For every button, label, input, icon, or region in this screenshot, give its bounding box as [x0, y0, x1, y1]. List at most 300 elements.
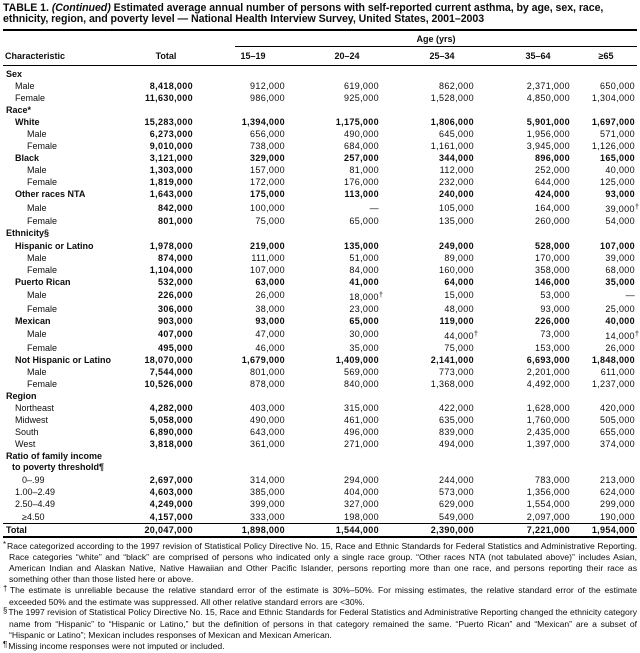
cell-age-20-24: 41,000 — [349, 276, 379, 287]
cell-age-20-24: 176,000 — [344, 177, 379, 188]
cell-age-20-24: 1,175,000 — [335, 117, 379, 128]
cell-age-35-64: 2,201,000 — [526, 366, 570, 377]
cell-age-20-24: 257,000 — [344, 153, 379, 164]
cell-age-35-64: 53,000 — [540, 290, 570, 301]
column-header-row — [3, 47, 637, 66]
cell-age-20-24: 1,409,000 — [335, 354, 379, 365]
row-label: Total — [3, 523, 133, 537]
cell-age-15-19: 490,000 — [250, 415, 285, 426]
cell-age-20-24: 18,000† — [349, 289, 383, 302]
cell-age-20-24: 569,000 — [344, 366, 379, 377]
table-body — [3, 65, 640, 536]
table-row — [3, 200, 637, 215]
footnote-marker: ¶ — [3, 639, 8, 649]
cell-total: 306,000 — [158, 303, 193, 314]
dagger-footnote-marker: † — [473, 328, 478, 338]
cell-age-35-64: 146,000 — [535, 276, 570, 287]
table-row — [3, 303, 637, 315]
cell-age-15-19 — [195, 104, 287, 116]
col-header-age-20-24: 20–24 — [287, 47, 381, 66]
cell-age-25-34: 573,000 — [439, 487, 474, 498]
col-header-age-15-19: 15–19 — [195, 47, 287, 66]
table-row — [3, 128, 637, 140]
table-row — [3, 354, 637, 366]
cell-age-25-34: 232,000 — [439, 177, 474, 188]
table-row — [3, 378, 637, 390]
footnote-text: The 1997 revision of Statistical Policy Directive No. 15, Race and Ethnic Standards for Federal Statistics and Administrative Reporting changed the ethnicity category name from “Hispanic” to “Hispanic or Latino,” but the definition of persons in that category remained the same. “Puerto Rican” and “Mexican” are a subset of “Hispanic or Latino”; Mexican includes responses of Mexican and Mexican American. — [8, 607, 637, 640]
cell-age-35-64 — [476, 65, 572, 80]
cell-age-20-24: 294,000 — [344, 475, 379, 486]
cell-age-25-34 — [381, 65, 476, 80]
cell-age-25-34: 1,161,000 — [430, 141, 474, 152]
cell-age-65-plus: 165,000 — [600, 153, 636, 164]
cell-age-25-34: 44,000† — [444, 328, 478, 341]
table-row — [3, 498, 637, 510]
cell-age-65-plus: 125,000 — [600, 177, 636, 188]
table-row — [3, 116, 637, 128]
table-row — [3, 402, 637, 414]
cell-age-35-64: 896,000 — [535, 153, 570, 164]
cell-age-65-plus: 655,000 — [600, 427, 636, 438]
cell-age-25-34: 160,000 — [439, 264, 474, 275]
cell-age-35-64: 170,000 — [535, 252, 570, 263]
cell-age-65-plus: 190,000 — [600, 511, 636, 522]
cell-age-65-plus: 93,000 — [605, 189, 636, 200]
cell-age-15-19: 1,679,000 — [241, 354, 285, 365]
row-label: Puerto Rican — [15, 276, 71, 287]
cell-age-15-19: 643,000 — [250, 427, 285, 438]
cell-age-15-19: 385,000 — [250, 487, 285, 498]
cell-age-65-plus: 374,000 — [600, 439, 636, 450]
cell-age-20-24 — [287, 65, 381, 80]
col-header-age-35-64: 35–64 — [476, 47, 572, 66]
cell-age-15-19: 656,000 — [250, 129, 285, 140]
row-label: Midwest — [15, 415, 49, 426]
cell-age-65-plus: 1,848,000 — [591, 354, 636, 365]
table-row — [3, 315, 637, 327]
cell-age-65-plus — [572, 450, 637, 474]
cell-age-20-24: 65,000 — [349, 315, 379, 326]
cell-age-20-24 — [287, 390, 381, 402]
cell-age-20-24: 1,544,000 — [287, 523, 381, 537]
footnote — [3, 607, 637, 640]
row-label: Male — [27, 252, 47, 263]
cell-age-35-64: 1,356,000 — [526, 487, 570, 498]
cell-age-35-64: 1,956,000 — [526, 129, 570, 140]
cell-age-35-64: 2,371,000 — [526, 80, 570, 91]
cell-total: 9,010,000 — [149, 141, 193, 152]
data-table — [3, 31, 640, 538]
cell-age-20-24: 404,000 — [344, 487, 379, 498]
table-row — [3, 288, 637, 303]
cell-age-20-24: 35,000 — [349, 342, 379, 353]
cell-age-35-64 — [476, 104, 572, 116]
cell-age-25-34 — [381, 450, 476, 474]
row-label: Female — [27, 342, 58, 353]
cell-age-65-plus: 39,000† — [605, 202, 640, 215]
cell-age-25-34: 773,000 — [439, 366, 474, 377]
table-row — [3, 276, 637, 288]
cell-age-15-19: 157,000 — [250, 165, 285, 176]
cell-total: 532,000 — [158, 276, 193, 287]
table-title — [3, 3, 637, 26]
age-group-label: Age (yrs) — [235, 31, 637, 47]
row-label: Ethnicity§ — [6, 228, 50, 239]
cell-age-25-34: 1,368,000 — [430, 379, 474, 390]
cell-age-15-19 — [195, 227, 287, 239]
table-header — [3, 31, 637, 66]
row-label: 2.50–4.49 — [15, 499, 56, 510]
table-row — [3, 327, 637, 342]
cell-age-25-34: 240,000 — [439, 189, 474, 200]
cell-age-65-plus: 1,126,000 — [591, 141, 636, 152]
cell-age-35-64 — [476, 390, 572, 402]
cell-age-65-plus: 299,000 — [600, 499, 636, 510]
title-text: Estimated average annual number of persons with self-reported current asthma, by age, sex, race, ethnicity, region, and poverty level — National Health Interview Survey, United States, 2001–2003 — [3, 2, 604, 26]
row-label: Race* — [6, 105, 32, 115]
cell-age-15-19: 100,000 — [250, 202, 285, 213]
cell-age-35-64: 260,000 — [535, 216, 570, 227]
cell-age-20-24: 461,000 — [344, 415, 379, 426]
table-row — [3, 240, 637, 252]
section-header-row — [3, 65, 637, 80]
cell-age-35-64: 3,945,000 — [526, 141, 570, 152]
cell-age-25-34: 645,000 — [439, 129, 474, 140]
cell-age-35-64 — [476, 227, 572, 239]
col-header-age-25-34: 25–34 — [381, 47, 476, 66]
cell-age-35-64: 783,000 — [535, 475, 570, 486]
cell-age-15-19: 1,394,000 — [241, 117, 285, 128]
cell-age-35-64: 5,901,000 — [526, 117, 570, 128]
cell-total: 3,818,000 — [149, 439, 193, 450]
cell-age-35-64: 528,000 — [535, 240, 570, 251]
table-row — [3, 474, 637, 486]
footnote-marker: § — [3, 606, 8, 616]
cell-age-35-64 — [476, 450, 572, 474]
table-row — [3, 252, 637, 264]
table-row — [3, 80, 637, 92]
cell-age-15-19 — [195, 65, 287, 80]
cell-age-25-34: 135,000 — [439, 216, 474, 227]
row-label: Other races NTA — [15, 189, 86, 200]
cell-age-15-19: 47,000 — [255, 329, 285, 340]
cell-age-65-plus: 213,000 — [600, 475, 636, 486]
cell-total: 226,000 — [158, 290, 193, 301]
cell-age-65-plus: 1,237,000 — [591, 379, 636, 390]
cell-age-35-64: 2,097,000 — [526, 511, 570, 522]
cell-age-35-64: 4,492,000 — [526, 379, 570, 390]
cell-age-15-19: 93,000 — [255, 315, 285, 326]
cell-age-25-34: 119,000 — [439, 315, 474, 326]
cell-age-15-19: 63,000 — [255, 276, 285, 287]
cell-age-65-plus: 54,000 — [605, 216, 636, 227]
age-group-header-cell — [195, 31, 637, 47]
cell-age-20-24: 23,000 — [349, 303, 379, 314]
cell-age-35-64: 1,554,000 — [526, 499, 570, 510]
cell-age-35-64: 7,221,000 — [476, 523, 572, 537]
cell-age-15-19: 912,000 — [250, 80, 285, 91]
cell-total: 7,544,000 — [149, 366, 193, 377]
cell-age-20-24: 113,000 — [344, 189, 379, 200]
cell-age-20-24: — — [369, 202, 379, 213]
cell-age-65-plus: 1,954,000 — [572, 523, 637, 537]
cell-age-25-34: 48,000 — [444, 303, 474, 314]
row-label: Female — [27, 379, 58, 390]
footnote — [3, 641, 637, 653]
footnotes — [3, 541, 637, 653]
cell-age-20-24: 490,000 — [344, 129, 379, 140]
row-label: Male — [27, 165, 47, 176]
cell-age-65-plus — [572, 65, 637, 80]
section-header-row — [3, 390, 637, 402]
cell-age-35-64: 1,760,000 — [526, 415, 570, 426]
row-label: Male — [27, 290, 47, 301]
row-label: Male — [15, 80, 35, 91]
cell-age-25-34 — [381, 104, 476, 116]
cell-age-65-plus: 611,000 — [600, 366, 636, 377]
cell-total — [133, 390, 195, 402]
col-header-characteristic: Characteristic — [3, 47, 133, 66]
cell-total: 4,603,000 — [149, 487, 193, 498]
cell-age-20-24: 81,000 — [349, 165, 379, 176]
cell-age-65-plus: 40,000 — [605, 315, 636, 326]
cell-age-35-64: 93,000 — [540, 303, 570, 314]
cell-age-65-plus: 107,000 — [600, 240, 636, 251]
cell-age-25-34: 635,000 — [439, 415, 474, 426]
row-label: Male — [27, 129, 47, 140]
cell-age-20-24: 684,000 — [344, 141, 379, 152]
age-span-row — [3, 31, 637, 47]
cell-age-65-plus: 40,000 — [605, 165, 636, 176]
row-label: Male — [27, 329, 47, 340]
cell-age-15-19: 38,000 — [255, 303, 285, 314]
cell-age-35-64: 424,000 — [535, 189, 570, 200]
dagger-footnote-marker: † — [378, 289, 383, 299]
cell-age-25-34: 75,000 — [444, 342, 474, 353]
table-row — [3, 188, 637, 200]
row-label: Sex — [6, 68, 23, 79]
table-row — [3, 215, 637, 227]
cell-age-25-34: 549,000 — [439, 511, 474, 522]
cell-age-20-24: 619,000 — [344, 80, 379, 91]
cell-age-25-34: 64,000 — [444, 276, 474, 287]
cell-age-35-64: 644,000 — [535, 177, 570, 188]
cell-age-35-64: 226,000 — [535, 315, 570, 326]
table-row — [3, 511, 637, 524]
row-label: ≥4.50 — [22, 511, 45, 522]
cell-age-65-plus: 1,304,000 — [591, 92, 636, 103]
cell-age-65-plus: 25,000 — [605, 303, 636, 314]
age-span-spacer — [3, 31, 195, 47]
cell-age-20-24: 315,000 — [344, 403, 379, 414]
title-prefix: TABLE 1. — [3, 2, 49, 14]
cell-age-15-19: 399,000 — [250, 499, 285, 510]
row-label: West — [15, 439, 36, 450]
cell-age-20-24: 271,000 — [344, 439, 379, 450]
cell-age-65-plus: 624,000 — [600, 487, 636, 498]
table-row — [3, 176, 637, 188]
cell-age-25-34: 2,390,000 — [381, 523, 476, 537]
cell-age-20-24 — [287, 450, 381, 474]
cell-age-20-24: 84,000 — [349, 264, 379, 275]
row-label: Mexican — [15, 315, 51, 326]
cell-age-65-plus: 505,000 — [600, 415, 636, 426]
cell-age-65-plus: 26,000 — [605, 342, 636, 353]
cell-total: 20,047,000 — [133, 523, 195, 537]
cell-age-35-64: 1,397,000 — [526, 439, 570, 450]
cell-age-35-64: 164,000 — [535, 202, 570, 213]
cell-age-25-34: 2,141,000 — [430, 354, 474, 365]
cell-age-15-19: 26,000 — [255, 290, 285, 301]
cell-total: 5,058,000 — [149, 415, 193, 426]
row-label: South — [15, 427, 39, 438]
cell-total: 1,819,000 — [149, 177, 193, 188]
cell-age-20-24: 65,000 — [349, 216, 379, 227]
section-header-row — [3, 450, 637, 474]
table-row — [3, 523, 637, 537]
cell-total: 6,273,000 — [149, 129, 193, 140]
cell-age-20-24: 496,000 — [344, 427, 379, 438]
cell-age-25-34: 105,000 — [439, 202, 474, 213]
row-label: Ratio of family income to poverty threshold¶ — [3, 450, 133, 474]
cell-age-15-19: 175,000 — [250, 189, 285, 200]
cell-age-25-34: 112,000 — [439, 165, 474, 176]
cell-total: 3,121,000 — [149, 153, 193, 164]
cell-total — [133, 227, 195, 239]
cell-total: 15,283,000 — [144, 117, 193, 128]
cell-age-65-plus — [572, 390, 637, 402]
cell-age-15-19: 111,000 — [251, 252, 285, 263]
cell-total: 407,000 — [158, 329, 193, 340]
row-label: Female — [27, 141, 58, 152]
cell-age-65-plus: 14,000† — [605, 328, 640, 341]
cell-age-25-34: 422,000 — [439, 403, 474, 414]
cell-age-35-64: 2,435,000 — [526, 427, 570, 438]
cell-total: 903,000 — [158, 315, 193, 326]
row-label: Hispanic or Latino — [15, 240, 94, 251]
table-row — [3, 164, 637, 176]
col-header-age-65-plus: ≥65 — [572, 47, 637, 66]
cell-age-35-64: 1,628,000 — [526, 403, 570, 414]
cell-age-20-24: 840,000 — [344, 379, 379, 390]
row-label: Male — [27, 366, 47, 377]
cell-age-65-plus: 68,000 — [605, 264, 636, 275]
cell-total: 4,249,000 — [149, 499, 193, 510]
cell-total: 1,643,000 — [149, 189, 193, 200]
cell-age-35-64: 4,850,000 — [526, 92, 570, 103]
footnote-marker: * — [3, 539, 7, 549]
row-label: Female — [15, 92, 46, 103]
table-row — [3, 426, 637, 438]
row-label: 0–.99 — [22, 475, 45, 486]
cell-total: 1,303,000 — [149, 165, 193, 176]
cell-age-20-24 — [287, 227, 381, 239]
cell-age-15-19: 107,000 — [250, 264, 285, 275]
footnote-text: The estimate is unreliable because the relative standard error of the estimate is 30%–50%. For missing estimates, the relative standard error of the estimate exceeded 50% and the estimate was suppressed. All other relative standard errors are <30%. — [9, 584, 638, 607]
cell-age-25-34: 629,000 — [439, 499, 474, 510]
cell-age-20-24: 198,000 — [344, 511, 379, 522]
table-row — [3, 152, 637, 164]
cell-total: 4,282,000 — [149, 403, 193, 414]
cell-age-15-19: 801,000 — [250, 366, 285, 377]
cell-age-25-34: 1,806,000 — [430, 117, 474, 128]
cell-age-20-24 — [287, 104, 381, 116]
dagger-footnote-marker: † — [634, 202, 640, 212]
table-row — [3, 438, 637, 450]
row-label: Not Hispanic or Latino — [15, 354, 112, 365]
section-header-row — [3, 227, 637, 239]
cell-age-15-19 — [195, 390, 287, 402]
cell-total — [133, 65, 195, 80]
cell-age-25-34: 15,000 — [444, 290, 474, 301]
cell-age-25-34: 1,528,000 — [430, 92, 474, 103]
cell-age-25-34 — [381, 227, 476, 239]
row-label-line2: to poverty threshold¶ — [12, 462, 105, 473]
cell-age-15-19: 333,000 — [250, 511, 285, 522]
cell-age-15-19: 738,000 — [250, 141, 285, 152]
footnote — [3, 585, 637, 608]
cell-total: 1,104,000 — [149, 264, 193, 275]
cell-total — [133, 450, 195, 474]
footnote-text: Missing income responses were not imputed or included. — [8, 640, 225, 651]
col-header-total: Total — [133, 47, 195, 66]
table-row — [3, 486, 637, 498]
cell-age-15-19: 46,000 — [255, 342, 285, 353]
footnote-marker: † — [3, 583, 9, 593]
row-label: Region — [6, 391, 37, 402]
cell-total: 10,526,000 — [144, 379, 193, 390]
cell-total: 801,000 — [158, 216, 193, 227]
cell-age-15-19: 75,000 — [255, 216, 285, 227]
cell-age-35-64: 6,693,000 — [526, 354, 570, 365]
cell-age-20-24: 327,000 — [344, 499, 379, 510]
cell-age-65-plus: 35,000 — [605, 276, 636, 287]
cell-total: 874,000 — [158, 252, 193, 263]
cell-age-15-19: 314,000 — [250, 475, 285, 486]
table-row — [3, 92, 637, 104]
table-row — [3, 342, 637, 354]
cell-age-25-34: 249,000 — [439, 240, 474, 251]
row-label: White — [15, 117, 40, 128]
footnote-text: Race categorized according to the 1997 revision of Statistical Policy Directive No. 15, Race and Ethnic Standards for Federal Statistics and Administrative Reporting. Race categories “white” and “black” are comprised of persons who indicated only a single race group. “Other races NTA (not tabulated above)” includes Asian, American Indian and Alaskan Native, Native Hawaiian and Other Pacific Islander, persons reporting more than one race, and persons reporting their race as something other than those listed here or above. — [7, 540, 637, 584]
row-label: Female — [27, 303, 58, 314]
cell-age-15-19: 986,000 — [250, 92, 285, 103]
cell-age-65-plus: — — [625, 290, 636, 301]
cell-age-25-34: 494,000 — [439, 439, 474, 450]
row-label: Female — [27, 216, 58, 227]
cell-age-35-64: 358,000 — [535, 264, 570, 275]
table-row — [3, 366, 637, 378]
table-row — [3, 264, 637, 276]
cell-age-15-19 — [195, 450, 287, 474]
cell-age-15-19: 403,000 — [250, 403, 285, 414]
row-label: Northeast — [15, 403, 55, 414]
section-header-row — [3, 104, 637, 116]
cell-age-25-34: 862,000 — [439, 80, 474, 91]
cell-age-25-34: 839,000 — [439, 427, 474, 438]
cell-total: 842,000 — [158, 202, 193, 213]
row-label: 1.00–2.49 — [15, 487, 56, 498]
cell-total: 8,418,000 — [149, 80, 193, 91]
cell-age-15-19: 219,000 — [250, 240, 285, 251]
cell-age-20-24: 30,000 — [349, 329, 379, 340]
cell-age-15-19: 172,000 — [250, 177, 285, 188]
cell-age-15-19: 361,000 — [250, 439, 285, 450]
cell-age-65-plus — [572, 227, 637, 239]
cell-age-65-plus: 420,000 — [600, 403, 636, 414]
title-continued: (Continued) — [51, 2, 111, 14]
cell-age-35-64: 252,000 — [535, 165, 570, 176]
